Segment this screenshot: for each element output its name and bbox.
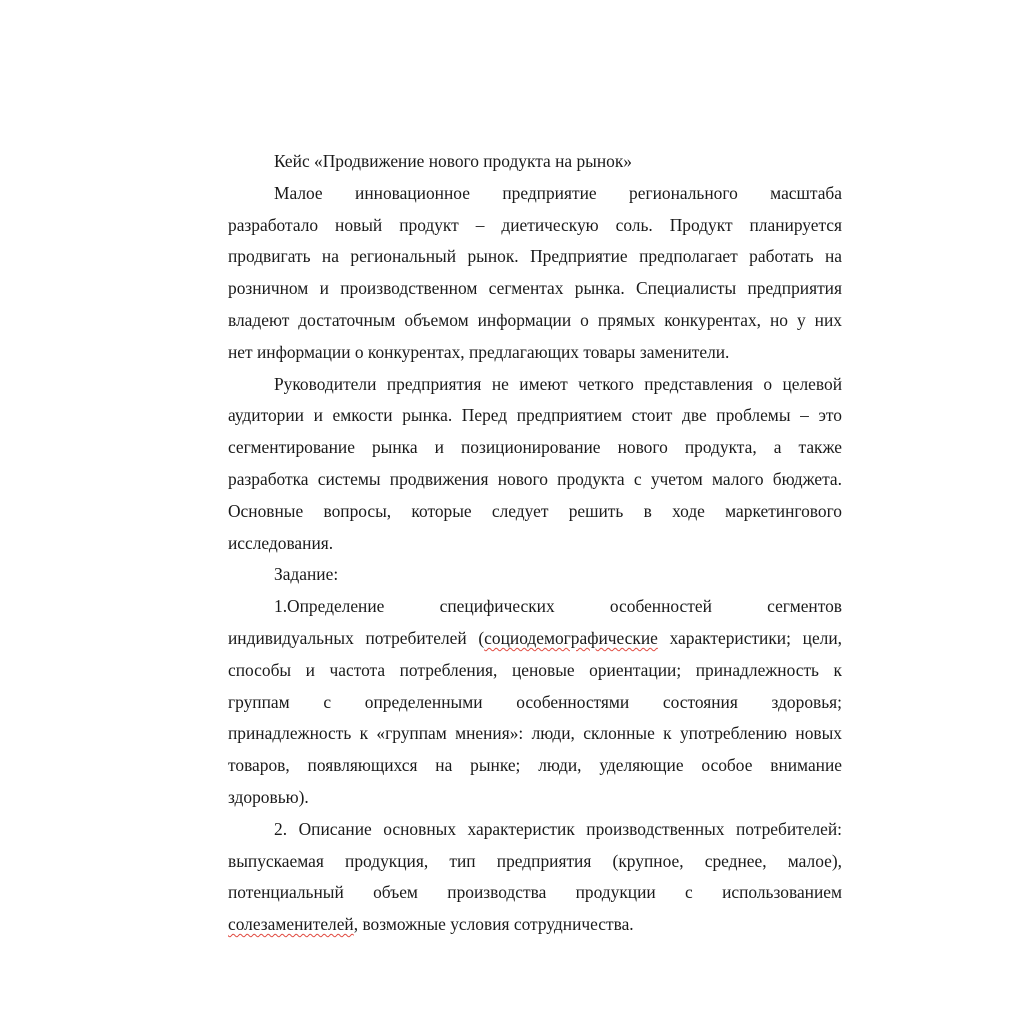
text-line: исследования. — [228, 532, 334, 553]
text-line: группам с определенными особенностями состояния здоровья; — [228, 691, 842, 712]
text-line: здоровью). — [228, 786, 309, 807]
text-line: способы и частота потребления, ценовые ориентации; принадлежность к — [228, 659, 842, 680]
task-heading: Задание: — [274, 564, 339, 585]
text-line: 1.Определение специфических особенностей сегментов — [274, 596, 842, 617]
text-line: розничном и производственном сегментах рынка. Специалисты предприятия — [228, 278, 842, 299]
text-fragment: , возможные условия сотрудничества. — [353, 914, 634, 935]
text-line: владеют достаточным объемом информации о прямых конкурентах, но у них — [228, 309, 842, 330]
paragraph-problem — [228, 369, 842, 560]
text-line: разработка системы продвижения нового продукта с учетом малого бюджета. — [228, 468, 842, 489]
task-item-1 — [228, 591, 842, 814]
text-line: Малое инновационное предприятие регионального масштаба — [274, 182, 842, 203]
document-title: Кейс «Продвижение нового продукта на рынок» — [274, 151, 632, 171]
text-line: нет информации о конкурентах, предлагающих товары заменители. — [228, 341, 730, 362]
spellcheck-misspelled-word[interactable]: социодемографические — [484, 627, 658, 648]
text-line: 2. Описание основных характеристик производственных потребителей: — [274, 818, 842, 839]
text-line: сегментирование рынка и позиционирование нового продукта, а также — [228, 437, 842, 458]
text-line: аудитории и емкости рынка. Перед предприятием стоит две проблемы – это — [228, 405, 842, 426]
text-line: принадлежность к «группам мнения»: люди, склонные к употреблению новых — [228, 723, 842, 744]
text-line: Руководители предприятия не имеют четкого представления о целевой — [274, 373, 842, 394]
text-line — [228, 623, 842, 655]
text-line: разработало новый продукт – диетическую соль. Продукт планируется — [228, 214, 842, 235]
paragraph-intro — [228, 178, 842, 369]
text-line: потенциальный объем производства продукции с использованием — [228, 882, 842, 903]
task-item-2 — [228, 814, 842, 941]
text-fragment: индивидуальных потребителей ( — [228, 627, 485, 648]
spellcheck-misspelled-word[interactable]: солезаменителей — [228, 914, 354, 935]
text-line: продвигать на региональный рынок. Предприятие предполагает работать на — [228, 246, 842, 267]
text-line: товаров, появляющихся на рынке; люди, уделяющие особое внимание — [228, 755, 842, 776]
text-line: выпускаемая продукция, тип предприятия (крупное, среднее, малое), — [228, 850, 842, 871]
document-page — [228, 146, 842, 941]
text-line: Основные вопросы, которые следует решить в ходе маркетингового — [228, 500, 842, 521]
text-fragment: характеристики; цели, — [657, 627, 843, 648]
text-line — [228, 909, 842, 941]
